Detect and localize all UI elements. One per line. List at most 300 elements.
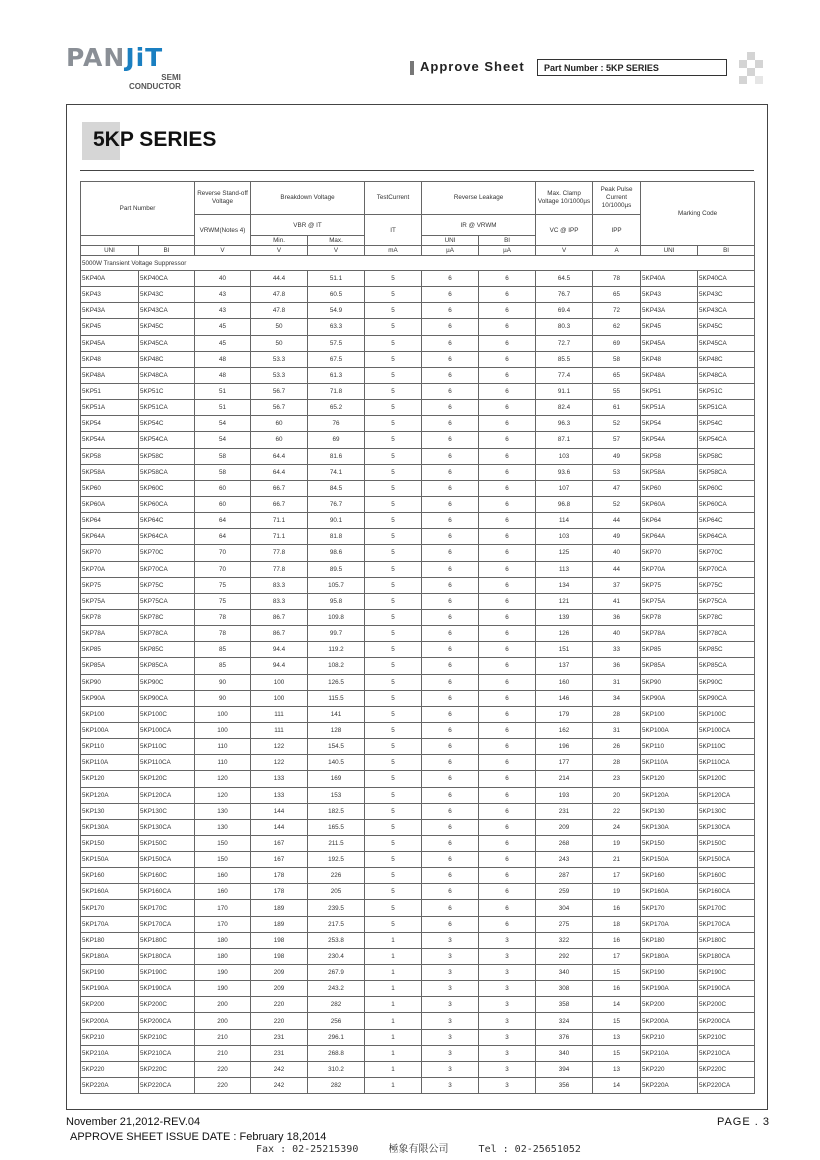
table-cell: 5KP110CA [698, 755, 755, 771]
table-cell: 5KP110C [139, 739, 195, 755]
table-cell: 5KP85CA [698, 658, 755, 674]
table-cell: 5 [365, 916, 422, 932]
table-cell: 243 [536, 852, 593, 868]
table-cell: 111 [251, 722, 308, 738]
table-cell: 6 [479, 593, 536, 609]
table-cell: 65.2 [308, 400, 365, 416]
table-cell: 72 [593, 303, 641, 319]
table-cell: 268 [536, 835, 593, 851]
table-cell: 6 [422, 545, 479, 561]
footer-page-number: PAGE . 3 [716, 1116, 770, 1128]
table-cell: 6 [479, 351, 536, 367]
fax-tel-line: Fax : 02-25215390 極象有限公司 Tel : 02-25651052 [256, 1144, 581, 1155]
table-cell: 5 [365, 674, 422, 690]
table-cell: 5KP48A [641, 367, 698, 383]
table-cell: 3 [479, 1013, 536, 1029]
table-cell: 5KP180A [81, 948, 139, 964]
table-row [81, 981, 755, 997]
table-cell: 287 [536, 868, 593, 884]
table-cell: 81.6 [308, 448, 365, 464]
table-cell: 5KP43C [139, 287, 195, 303]
table-cell: 5 [365, 835, 422, 851]
table-cell: 6 [479, 545, 536, 561]
table-cell: 57 [593, 432, 641, 448]
table-cell: 5KP43A [81, 303, 139, 319]
th-min: Min. [251, 236, 308, 246]
table-cell: 200 [195, 1013, 251, 1029]
table-cell: 53.3 [251, 367, 308, 383]
table-cell: 50 [251, 319, 308, 335]
table-cell: 5 [365, 529, 422, 545]
table-cell: 5KP100 [641, 706, 698, 722]
table-cell: 64.4 [251, 464, 308, 480]
table-row [81, 642, 755, 658]
table-cell: 5KP40A [81, 271, 139, 287]
section-label: 5000W Transient Voltage Suppressor [81, 256, 755, 271]
unit-cell: BI [698, 246, 755, 256]
table-cell: 69 [593, 335, 641, 351]
table-cell: 275 [536, 916, 593, 932]
table-cell: 31 [593, 674, 641, 690]
table-cell: 5KP100CA [139, 722, 195, 738]
table-cell: 160 [195, 868, 251, 884]
table-cell: 19 [593, 835, 641, 851]
table-cell: 5KP64CA [698, 529, 755, 545]
table-cell: 5 [365, 690, 422, 706]
table-cell: 44.4 [251, 271, 308, 287]
table-cell: 44 [593, 561, 641, 577]
table-cell: 5KP78A [81, 626, 139, 642]
table-cell: 5KP48C [698, 351, 755, 367]
table-cell: 5 [365, 416, 422, 432]
table-row [81, 835, 755, 851]
table-cell: 5KP58C [698, 448, 755, 464]
th-reverse-standoff: Reverse Stand-off Voltage [195, 182, 251, 215]
table-cell: 65 [593, 287, 641, 303]
table-cell: 340 [536, 965, 593, 981]
table-cell: 43 [195, 303, 251, 319]
table-cell: 6 [479, 722, 536, 738]
footer-issue-date: APPROVE SHEET ISSUE DATE : February 18,2014 [70, 1131, 327, 1143]
table-cell: 105.7 [308, 577, 365, 593]
table-cell: 122 [251, 755, 308, 771]
table-cell: 100 [195, 706, 251, 722]
table-cell: 5KP190CA [139, 981, 195, 997]
table-cell: 19 [593, 884, 641, 900]
table-cell: 5KP54CA [698, 432, 755, 448]
table-cell: 165.5 [308, 819, 365, 835]
table-cell: 40 [593, 626, 641, 642]
table-cell: 6 [422, 561, 479, 577]
table-cell: 5KP100A [81, 722, 139, 738]
table-cell: 5KP70C [139, 545, 195, 561]
table-cell: 5KP220A [81, 1078, 139, 1094]
table-cell: 6 [479, 771, 536, 787]
table-cell: 113 [536, 561, 593, 577]
table-cell: 130 [195, 819, 251, 835]
table-cell: 47.8 [251, 303, 308, 319]
table-cell: 5 [365, 609, 422, 625]
table-cell: 242 [251, 1061, 308, 1077]
th-max-clamp: Max. Clamp Voltage 10/1000µs [536, 182, 593, 215]
table-cell: 66.7 [251, 496, 308, 512]
table-cell: 5KP70CA [139, 561, 195, 577]
table-cell: 5 [365, 739, 422, 755]
table-cell: 6 [422, 432, 479, 448]
table-cell: 5KP60A [641, 496, 698, 512]
table-cell: 5 [365, 819, 422, 835]
table-cell: 84.5 [308, 480, 365, 496]
table-cell: 5KP45CA [139, 335, 195, 351]
table-cell: 5KP220CA [139, 1078, 195, 1094]
table-cell: 6 [422, 480, 479, 496]
table-cell: 6 [479, 287, 536, 303]
table-row [81, 884, 755, 900]
series-title: 5KP SERIES [93, 128, 217, 151]
table-cell: 85 [195, 642, 251, 658]
table-cell: 231 [251, 1029, 308, 1045]
table-cell: 5 [365, 900, 422, 916]
table-cell: 16 [593, 932, 641, 948]
table-cell: 21 [593, 852, 641, 868]
table-cell: 5 [365, 626, 422, 642]
table-cell: 220 [251, 997, 308, 1013]
table-cell: 6 [422, 706, 479, 722]
table-cell: 5KP40CA [139, 271, 195, 287]
table-cell: 282 [308, 997, 365, 1013]
table-cell: 5KP150A [641, 852, 698, 868]
table-cell: 6 [479, 480, 536, 496]
table-cell: 190 [195, 981, 251, 997]
table-cell: 6 [422, 513, 479, 529]
table-cell: 6 [422, 335, 479, 351]
table-cell: 5KP210CA [698, 1045, 755, 1061]
table-cell: 5KP60CA [698, 496, 755, 512]
table-cell: 58 [195, 448, 251, 464]
table-cell: 211.5 [308, 835, 365, 851]
table-row [81, 932, 755, 948]
table-cell: 5KP51C [139, 383, 195, 399]
table-row [81, 900, 755, 916]
table-cell: 242 [251, 1078, 308, 1094]
table-cell: 5KP45 [641, 319, 698, 335]
table-cell: 100 [195, 722, 251, 738]
table-cell: 5KP78 [641, 609, 698, 625]
table-cell: 5KP160C [698, 868, 755, 884]
table-cell: 5KP43C [698, 287, 755, 303]
table-cell: 5 [365, 787, 422, 803]
table-cell: 85 [195, 658, 251, 674]
table-cell: 1 [365, 948, 422, 964]
table-cell: 5KP200CA [139, 1013, 195, 1029]
table-cell: 67.5 [308, 351, 365, 367]
table-cell: 6 [422, 674, 479, 690]
table-cell: 5KP110A [81, 755, 139, 771]
table-cell: 6 [479, 787, 536, 803]
table-cell: 5KP90CA [698, 690, 755, 706]
table-cell: 3 [479, 1045, 536, 1061]
table-cell: 6 [479, 868, 536, 884]
table-cell: 5KP54C [698, 416, 755, 432]
checker-decoration-icon [735, 52, 767, 84]
table-cell: 220 [251, 1013, 308, 1029]
th-ipp: IPP [593, 215, 641, 246]
table-cell: 90 [195, 690, 251, 706]
table-cell: 3 [422, 1061, 479, 1077]
table-cell: 5KP110CA [139, 755, 195, 771]
table-cell: 53 [593, 464, 641, 480]
table-cell: 5KP75A [81, 593, 139, 609]
table-cell: 6 [479, 416, 536, 432]
table-cell: 6 [422, 609, 479, 625]
table-cell: 182.5 [308, 803, 365, 819]
table-cell: 14 [593, 997, 641, 1013]
th-reverse-leakage: Reverse Leakage [422, 182, 536, 215]
table-cell: 5KP160 [641, 868, 698, 884]
table-cell: 5KP210 [641, 1029, 698, 1045]
table-cell: 5KP210A [641, 1045, 698, 1061]
table-cell: 119.2 [308, 642, 365, 658]
table-cell: 5KP180C [139, 932, 195, 948]
table-cell: 5KP45CA [698, 335, 755, 351]
table-cell: 110 [195, 739, 251, 755]
table-cell: 43 [195, 287, 251, 303]
section-row [81, 256, 755, 271]
th-ir: IR @ VRWM [422, 215, 536, 236]
table-cell: 5KP120A [81, 787, 139, 803]
table-cell: 5KP70C [698, 545, 755, 561]
table-cell: 6 [422, 416, 479, 432]
table-cell: 154.5 [308, 739, 365, 755]
table-cell: 3 [422, 1045, 479, 1061]
table-cell: 51 [195, 400, 251, 416]
table-cell: 6 [422, 803, 479, 819]
table-cell: 196 [536, 739, 593, 755]
unit-cell: BI [139, 246, 195, 256]
table-cell: 5 [365, 400, 422, 416]
table-cell: 193 [536, 787, 593, 803]
table-cell: 33 [593, 642, 641, 658]
table-cell: 144 [251, 803, 308, 819]
table-cell: 5 [365, 513, 422, 529]
table-cell: 5KP100A [641, 722, 698, 738]
table-cell: 5KP130A [641, 819, 698, 835]
table-cell: 5KP160CA [698, 884, 755, 900]
table-cell: 5KP70 [641, 545, 698, 561]
table-row [81, 1045, 755, 1061]
table-cell: 60 [195, 496, 251, 512]
table-cell: 5KP180C [698, 932, 755, 948]
table-cell: 3 [479, 948, 536, 964]
table-cell: 1 [365, 981, 422, 997]
table-cell: 6 [422, 464, 479, 480]
table-cell: 162 [536, 722, 593, 738]
table-cell: 20 [593, 787, 641, 803]
table-row [81, 561, 755, 577]
table-cell: 5 [365, 367, 422, 383]
table-cell: 86.7 [251, 626, 308, 642]
table-cell: 189 [251, 916, 308, 932]
table-cell: 6 [479, 706, 536, 722]
table-cell: 137 [536, 658, 593, 674]
table-cell: 64 [195, 529, 251, 545]
table-cell: 144 [251, 819, 308, 835]
table-cell: 110 [195, 755, 251, 771]
approve-sheet-title: Approve Sheet [420, 59, 525, 74]
table-cell: 5 [365, 577, 422, 593]
table-cell: 214 [536, 771, 593, 787]
th-vc: VC @ IPP [536, 215, 593, 246]
table-cell: 139 [536, 609, 593, 625]
table-cell: 5KP78 [81, 609, 139, 625]
table-cell: 5KP90 [81, 674, 139, 690]
table-cell: 81.8 [308, 529, 365, 545]
logo-sub-conductor: CONDUCTOR [129, 82, 181, 91]
table-cell: 5KP210CA [139, 1045, 195, 1061]
table-header-row-1 [81, 182, 755, 215]
table-cell: 71.1 [251, 513, 308, 529]
table-cell: 108.2 [308, 658, 365, 674]
table-cell: 60 [251, 432, 308, 448]
table-cell: 5KP43A [641, 303, 698, 319]
table-cell: 17 [593, 868, 641, 884]
unit-cell: V [308, 246, 365, 256]
table-cell: 376 [536, 1029, 593, 1045]
table-cell: 23 [593, 771, 641, 787]
table-cell: 74.1 [308, 464, 365, 480]
table-cell: 86.7 [251, 609, 308, 625]
table-cell: 36 [593, 658, 641, 674]
table-cell: 5KP51A [641, 400, 698, 416]
table-cell: 5KP78CA [698, 626, 755, 642]
table-cell: 5KP190CA [698, 981, 755, 997]
table-cell: 44 [593, 513, 641, 529]
th-test-current: TestCurrent [365, 182, 422, 215]
table-cell: 5KP64CA [139, 529, 195, 545]
table-cell: 1 [365, 1029, 422, 1045]
table-cell: 5KP60C [698, 480, 755, 496]
table-row [81, 1078, 755, 1094]
table-cell: 17 [593, 948, 641, 964]
unit-cell: A [593, 246, 641, 256]
table-cell: 5KP160 [81, 868, 139, 884]
table-cell: 6 [479, 367, 536, 383]
table-cell: 91.1 [536, 383, 593, 399]
table-cell: 50 [251, 335, 308, 351]
table-cell: 5KP64C [698, 513, 755, 529]
table-cell: 3 [479, 932, 536, 948]
table-cell: 5KP220C [139, 1061, 195, 1077]
table-cell: 5KP54 [641, 416, 698, 432]
table-row [81, 609, 755, 625]
table-cell: 153 [308, 787, 365, 803]
table-cell: 304 [536, 900, 593, 916]
table-cell: 243.2 [308, 981, 365, 997]
table-row [81, 1029, 755, 1045]
table-cell: 58 [593, 351, 641, 367]
table-cell: 95.8 [308, 593, 365, 609]
table-cell: 5KP180 [81, 932, 139, 948]
table-cell: 178 [251, 884, 308, 900]
table-cell: 6 [479, 303, 536, 319]
table-cell: 51.1 [308, 271, 365, 287]
table-cell: 5KP64 [81, 513, 139, 529]
table-cell: 5 [365, 561, 422, 577]
table-row [81, 755, 755, 771]
table-cell: 5KP150CA [698, 852, 755, 868]
table-cell: 5KP70A [81, 561, 139, 577]
table-row [81, 803, 755, 819]
table-cell: 5KP75CA [139, 593, 195, 609]
table-cell: 5KP200CA [698, 1013, 755, 1029]
table-cell: 6 [479, 819, 536, 835]
table-cell: 13 [593, 1061, 641, 1077]
table-cell: 5KP78C [139, 609, 195, 625]
table-cell: 115.5 [308, 690, 365, 706]
table-cell: 5 [365, 496, 422, 512]
table-cell: 256 [308, 1013, 365, 1029]
table-cell: 41 [593, 593, 641, 609]
table-cell: 324 [536, 1013, 593, 1029]
table-cell: 5KP64A [641, 529, 698, 545]
table-cell: 170 [195, 916, 251, 932]
table-cell: 90 [195, 674, 251, 690]
table-cell: 6 [422, 722, 479, 738]
table-cell: 31 [593, 722, 641, 738]
unit-cell: UNI [641, 246, 698, 256]
table-cell: 109.8 [308, 609, 365, 625]
table-cell: 5KP78C [698, 609, 755, 625]
table-cell: 34 [593, 690, 641, 706]
table-cell: 6 [422, 900, 479, 916]
table-cell: 6 [479, 642, 536, 658]
table-row [81, 448, 755, 464]
table-cell: 6 [422, 739, 479, 755]
table-cell: 226 [308, 868, 365, 884]
table-cell: 5KP170C [139, 900, 195, 916]
table-cell: 6 [422, 868, 479, 884]
table-cell: 5KP180CA [139, 948, 195, 964]
th-part-number-blank [81, 236, 195, 246]
table-row [81, 852, 755, 868]
table-cell: 5 [365, 319, 422, 335]
table-cell: 5KP220A [641, 1078, 698, 1094]
table-cell: 5KP120 [641, 771, 698, 787]
table-cell: 5KP90C [139, 674, 195, 690]
table-cell: 3 [479, 1078, 536, 1094]
table-cell: 5KP180A [641, 948, 698, 964]
table-cell: 6 [422, 916, 479, 932]
table-row [81, 965, 755, 981]
th-vrwm: VRWM(Notes 4) [195, 215, 251, 246]
table-cell: 103 [536, 529, 593, 545]
table-cell: 5 [365, 868, 422, 884]
table-row [81, 400, 755, 416]
table-cell: 6 [422, 496, 479, 512]
table-cell: 75 [195, 577, 251, 593]
table-cell: 141 [308, 706, 365, 722]
table-cell: 5KP51A [81, 400, 139, 416]
table-cell: 54 [195, 416, 251, 432]
table-cell: 16 [593, 900, 641, 916]
table-cell: 6 [422, 400, 479, 416]
table-row [81, 593, 755, 609]
table-cell: 310.2 [308, 1061, 365, 1077]
table-cell: 177 [536, 755, 593, 771]
table-row [81, 787, 755, 803]
table-cell: 5KP51C [698, 383, 755, 399]
table-cell: 5KP58CA [698, 464, 755, 480]
